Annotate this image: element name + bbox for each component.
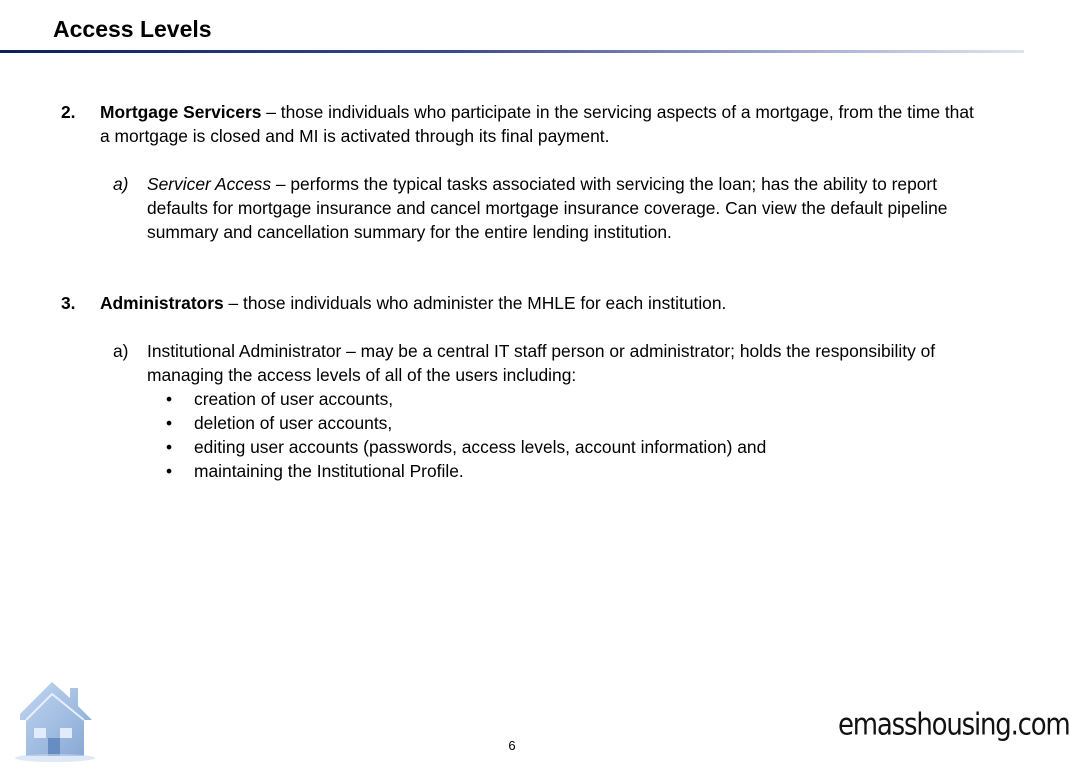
emasshousing-logo: emasshousing.com bbox=[838, 708, 1070, 743]
sub-item-heading: Servicer Access bbox=[147, 174, 272, 194]
item-number: 3. bbox=[61, 293, 76, 313]
bullet-dot: • bbox=[166, 437, 173, 457]
item-paragraph bbox=[100, 291, 980, 315]
item-heading: Mortgage Servicers bbox=[100, 102, 262, 122]
bullet-item: editing user accounts (passwords, access levels, account information) and bbox=[194, 437, 767, 457]
bullet-item: deletion of user accounts, bbox=[194, 413, 393, 433]
sub-item-marker: a) bbox=[113, 174, 129, 194]
bullet-dot: • bbox=[166, 413, 173, 433]
item-paragraph bbox=[100, 100, 980, 148]
bullet-dot: • bbox=[166, 461, 173, 481]
sub-item-marker: a) bbox=[113, 341, 129, 361]
bullet-dot: • bbox=[166, 389, 173, 409]
slide-title: Access Levels bbox=[53, 16, 212, 42]
sub-item-paragraph: Institutional Administrator – may be a central IT staff person or administrator; holds the responsibility of managing the access levels of all of the users including: bbox=[147, 341, 936, 385]
item-text: – those individuals who participate in the servicing aspects of a mortgage, from the time that a mortgage is closed and MI is activated through its final payment. bbox=[100, 102, 974, 146]
sub-item-text: – performs the typical tasks associated with servicing the loan; has the ability to report defaults for mortgage insurance and cancel mortgage insurance coverage. Can view the default pipeline summary and cancellation summary for the entire lending institution. bbox=[147, 174, 948, 242]
bullet-item: creation of user accounts, bbox=[194, 389, 394, 409]
item-heading: Administrators bbox=[100, 293, 224, 313]
title-divider bbox=[0, 50, 1024, 53]
page-number: 6 bbox=[508, 738, 516, 753]
item-number: 2. bbox=[61, 102, 76, 122]
item-text: – those individuals who administer the MHLE for each institution. bbox=[223, 293, 727, 313]
bullet-item: maintaining the Institutional Profile. bbox=[194, 461, 464, 481]
sub-item-paragraph bbox=[147, 172, 977, 244]
